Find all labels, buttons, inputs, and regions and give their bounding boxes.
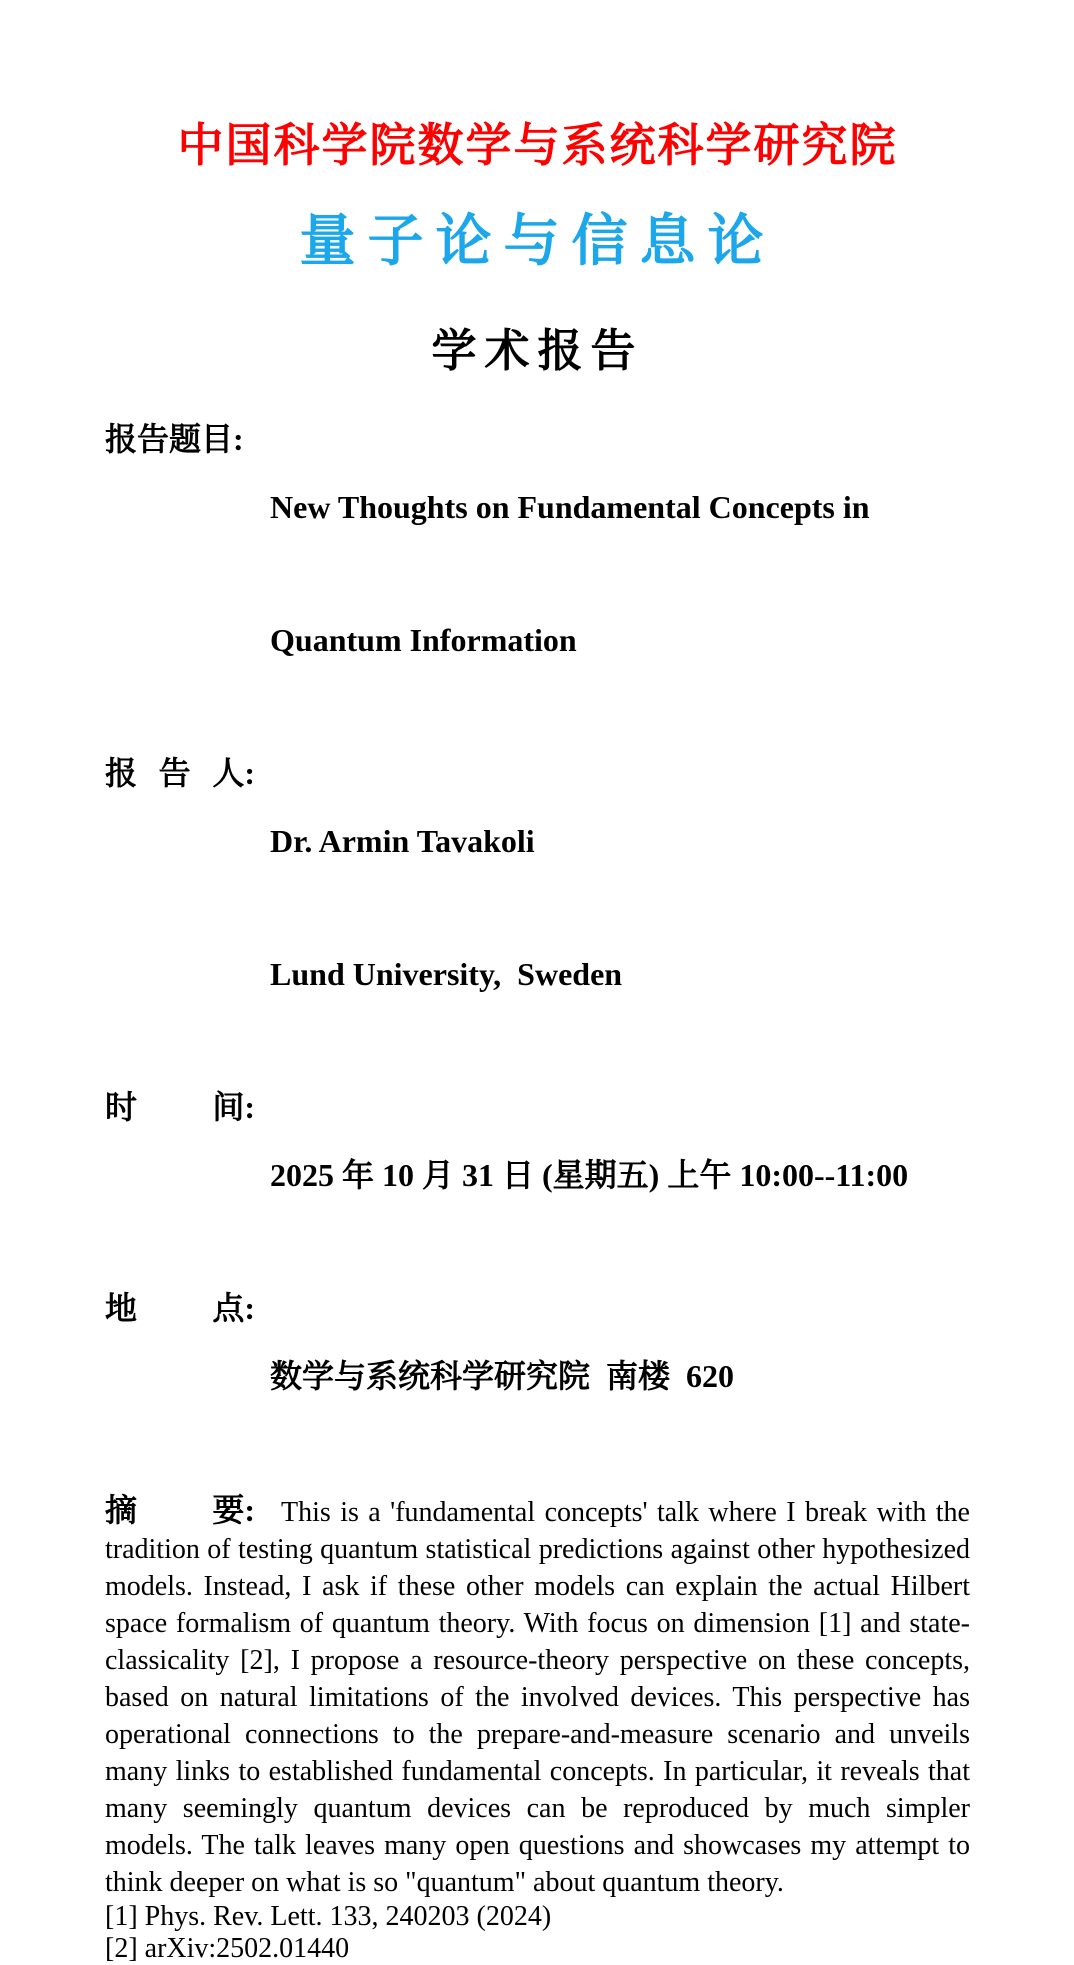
time-label-char-1: 时 — [105, 1088, 138, 1125]
talk-title-label — [105, 422, 255, 456]
speaker-label-char-3: 人: — [212, 754, 255, 791]
speaker-name: Dr. Armin Tavakoli — [270, 822, 535, 859]
time-value — [270, 1090, 908, 1260]
abstract-label — [105, 1492, 255, 1529]
venue-value — [270, 1291, 734, 1461]
abstract-paragraph — [105, 1492, 970, 1901]
talk-title-line-1: New Thoughts on Fundamental Concepts in — [270, 488, 870, 525]
venue-label-char-2: 点: — [212, 1289, 255, 1326]
speaker-label — [105, 756, 255, 790]
field-row-speaker — [105, 756, 970, 1059]
abstract-label-char-1: 摘 — [105, 1491, 138, 1528]
venue-label — [105, 1291, 255, 1325]
reference-item-1: [1] Phys. Rev. Lett. 133, 240203 (2024) — [105, 1900, 552, 1932]
field-row-time — [105, 1090, 970, 1260]
speaker-label-char-2: 告 — [158, 754, 191, 791]
seminar-series-title: 量子论与信息论 — [299, 210, 776, 273]
talk-title-value — [270, 422, 870, 725]
time-label-char-2: 间: — [212, 1088, 255, 1125]
time-label — [105, 1090, 255, 1124]
abstract-label-char-2: 要: — [212, 1491, 255, 1528]
references-section — [105, 1901, 970, 1965]
speaker-affiliation: Lund University, Sweden — [270, 955, 623, 992]
seminar-info-fields — [105, 422, 970, 1461]
field-row-venue — [105, 1291, 970, 1461]
speaker-value — [270, 756, 622, 1059]
venue-text: 数学与系统科学研究院 南楼 620 — [270, 1357, 735, 1394]
abstract-text: This is a 'fundamental concepts' talk where I break with the tradition of testing quantum statistical predictions against other hypothesized models. Instead, I ask if these other models can explain the actual Hilbert space formalism of quantum theory. With focus on dimension [1] and state-classicality [2], I propose a resource-theory perspective on these concepts, based on natural limitations of the involved devices. This perspective has operational connections to the prepare-and-measure scenario and unveils many links to established fundamental concepts. In particular, it reveals that many seemingly quantum devices can be reproduced by much simpler models. The talk leaves many open questions and showcases my attempt to think deeper on what is so "quantum" about quantum theory. — [105, 1496, 970, 1898]
talk-title-line-2: Quantum Information — [270, 621, 577, 658]
venue-label-char-1: 地 — [105, 1289, 138, 1326]
time-text: 2025 年 10 月 31 日 (星期五) 上午 10:00--11:00 — [270, 1156, 909, 1193]
reference-item-2: [2] arXiv:2502.01440 — [105, 1932, 350, 1964]
speaker-label-char-1: 报 — [105, 754, 138, 791]
institution-title: 中国科学院数学与系统科学研究院 — [177, 120, 898, 171]
talk-title-label-text: 报告题目: — [105, 420, 244, 457]
field-row-talk-title — [105, 422, 970, 725]
document-type-title: 学术报告 — [431, 326, 644, 377]
